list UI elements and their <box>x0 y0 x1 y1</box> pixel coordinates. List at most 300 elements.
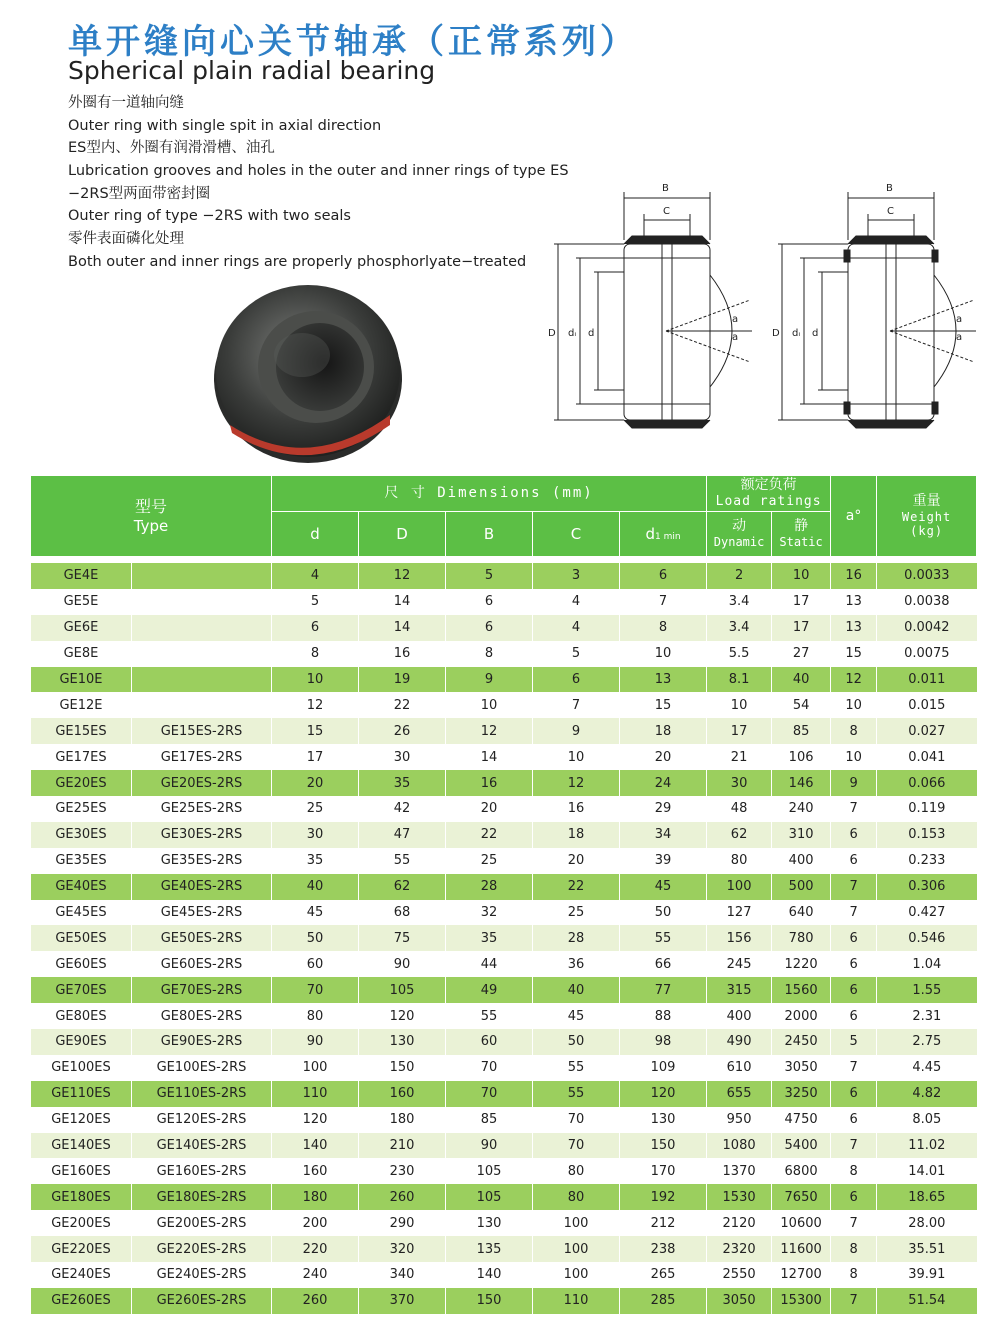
table-cell: 7 <box>831 1288 877 1314</box>
table-cell: 16 <box>831 563 877 589</box>
table-cell: 14.01 <box>877 1158 977 1184</box>
table-cell: 10600 <box>772 1210 831 1236</box>
table-cell: 62 <box>359 874 446 900</box>
table-cell: 70 <box>533 1107 620 1133</box>
diagram-label: C <box>663 206 670 217</box>
table-cell: 150 <box>359 1055 446 1081</box>
table-cell: GE220ES-2RS <box>132 1236 272 1262</box>
diagram-label: a <box>732 332 739 343</box>
table-cell: GE60ES <box>31 951 132 977</box>
table-cell: 12 <box>446 718 533 744</box>
table-cell: 150 <box>620 1133 707 1159</box>
table-cell: 156 <box>707 925 772 951</box>
table-cell: 400 <box>707 1003 772 1029</box>
diagram-label: B <box>662 183 669 194</box>
table-cell: 8.1 <box>707 667 772 693</box>
table-cell: 210 <box>359 1133 446 1159</box>
diagram-label: a <box>732 314 739 325</box>
table-cell: 6 <box>831 848 877 874</box>
table-row <box>31 744 977 770</box>
table-cell: 1.55 <box>877 977 977 1003</box>
table-cell: GE5E <box>31 589 132 615</box>
table-cell: 0.546 <box>877 925 977 951</box>
table-row <box>31 977 977 1003</box>
table-cell: 18 <box>533 822 620 848</box>
table-row <box>31 1107 977 1133</box>
table-cell: 2.75 <box>877 1029 977 1055</box>
table-cell: 17 <box>772 589 831 615</box>
table-cell: GE100ES <box>31 1055 132 1081</box>
table-cell: 80 <box>272 1003 359 1029</box>
table-cell: 45 <box>272 900 359 926</box>
table-cell: 28 <box>446 874 533 900</box>
diagram-label: dᵢ <box>792 328 801 339</box>
table-row <box>31 718 977 744</box>
table-cell: GE200ES <box>31 1210 132 1236</box>
table-cell: 12 <box>272 692 359 718</box>
table-cell: 19 <box>359 667 446 693</box>
table-cell: 8 <box>831 1262 877 1288</box>
table-cell: 315 <box>707 977 772 1003</box>
page-title-cn: 单开缝向心关节轴承（正常系列） <box>68 22 638 62</box>
header-dynamic: 动 Dynamic <box>707 512 772 557</box>
table-cell: 25 <box>446 848 533 874</box>
table-cell: 28.00 <box>877 1210 977 1236</box>
table-cell: GE220ES <box>31 1236 132 1262</box>
table-cell: 6 <box>831 822 877 848</box>
header-weight-unit: (kg) <box>910 524 944 539</box>
table-cell: 0.119 <box>877 796 977 822</box>
table-cell: 0.233 <box>877 848 977 874</box>
table-cell: 655 <box>707 1081 772 1107</box>
table-cell: GE15ES <box>31 718 132 744</box>
table-cell: 290 <box>359 1210 446 1236</box>
table-cell: GE80ES <box>31 1003 132 1029</box>
table-cell: 5 <box>831 1029 877 1055</box>
table-cell: 150 <box>446 1288 533 1314</box>
table-cell: 4 <box>533 589 620 615</box>
table-cell: 39.91 <box>877 1262 977 1288</box>
table-cell <box>132 641 272 667</box>
table-cell: GE6E <box>31 615 132 641</box>
table-cell: GE15ES-2RS <box>132 718 272 744</box>
table-cell: GE40ES <box>31 874 132 900</box>
table-cell: 77 <box>620 977 707 1003</box>
table-cell: 51.54 <box>877 1288 977 1314</box>
table-row <box>31 951 977 977</box>
table-row <box>31 796 977 822</box>
table-cell: 6 <box>831 925 877 951</box>
header-C: C <box>533 512 620 557</box>
table-cell: GE8E <box>31 641 132 667</box>
table-cell: 20 <box>533 848 620 874</box>
table-row <box>31 1184 977 1210</box>
header-load <box>707 476 831 512</box>
table-cell: 13 <box>831 615 877 641</box>
table-cell: 2 <box>707 563 772 589</box>
table-row <box>31 874 977 900</box>
table-cell: GE110ES-2RS <box>132 1081 272 1107</box>
table-cell: 0.015 <box>877 692 977 718</box>
table-cell: GE240ES-2RS <box>132 1262 272 1288</box>
table-cell: 6 <box>831 1003 877 1029</box>
table-row <box>31 822 977 848</box>
table-cell: 42 <box>359 796 446 822</box>
table-cell: 0.041 <box>877 744 977 770</box>
table-cell: 2.31 <box>877 1003 977 1029</box>
table-cell: 0.0033 <box>877 563 977 589</box>
table-cell: 260 <box>272 1288 359 1314</box>
table-cell: 14 <box>359 615 446 641</box>
table-cell: 45 <box>620 874 707 900</box>
header-B: B <box>446 512 533 557</box>
table-cell: 21 <box>707 744 772 770</box>
table-row <box>31 770 977 796</box>
table-cell: 16 <box>446 770 533 796</box>
table-cell: GE180ES-2RS <box>132 1184 272 1210</box>
diagram-label: a <box>956 332 963 343</box>
table-cell: 54 <box>772 692 831 718</box>
table-cell: 28 <box>533 925 620 951</box>
table-cell: 400 <box>772 848 831 874</box>
table-cell: 32 <box>446 900 533 926</box>
table-row <box>31 1133 977 1159</box>
table-cell: 12700 <box>772 1262 831 1288</box>
table-row <box>31 589 977 615</box>
header-weight <box>877 476 977 557</box>
table-cell: 26 <box>359 718 446 744</box>
diagram-label: D <box>548 328 556 339</box>
bearing-spec-table <box>30 475 977 1314</box>
table-row <box>31 900 977 926</box>
table-cell: 6 <box>446 589 533 615</box>
table-cell: 14 <box>359 589 446 615</box>
table-cell: GE17ES-2RS <box>132 744 272 770</box>
feature-line: Outer ring with single spit in axial direction <box>68 117 382 134</box>
table-cell: 8 <box>446 641 533 667</box>
table-cell: 50 <box>272 925 359 951</box>
table-cell: 5.5 <box>707 641 772 667</box>
table-cell: GE50ES <box>31 925 132 951</box>
table-cell: GE17ES <box>31 744 132 770</box>
header-weight-cn: 重量 <box>912 493 941 510</box>
table-cell: GE40ES-2RS <box>132 874 272 900</box>
table-cell: GE260ES <box>31 1288 132 1314</box>
table-row <box>31 667 977 693</box>
table-cell <box>132 692 272 718</box>
table-cell: GE60ES-2RS <box>132 951 272 977</box>
table-cell: 950 <box>707 1107 772 1133</box>
table-cell: 2320 <box>707 1236 772 1262</box>
bearing-diagram <box>540 180 980 435</box>
table-cell: 11600 <box>772 1236 831 1262</box>
feature-line: Outer ring of type −2RS with two seals <box>68 208 351 225</box>
table-cell: 200 <box>272 1210 359 1236</box>
table-row <box>31 1158 977 1184</box>
table-cell: 45 <box>533 1003 620 1029</box>
table-cell: 70 <box>533 1133 620 1159</box>
table-cell: 62 <box>707 822 772 848</box>
table-cell: 245 <box>707 951 772 977</box>
feature-line: ES型内、外圈有润滑滑槽、油孔 <box>68 140 275 157</box>
table-cell: 6 <box>831 951 877 977</box>
table-cell: 15 <box>831 641 877 667</box>
feature-line: Both outer and inner rings are properly phosphorlyate−treated <box>68 253 527 270</box>
table-cell: 105 <box>446 1184 533 1210</box>
diagram-label: dᵢ <box>568 328 577 339</box>
table-cell: 20 <box>272 770 359 796</box>
table-cell: 130 <box>446 1210 533 1236</box>
table-cell: 7 <box>620 589 707 615</box>
table-cell: 6800 <box>772 1158 831 1184</box>
table-cell: 100 <box>707 874 772 900</box>
table-cell: 238 <box>620 1236 707 1262</box>
table-cell: 60 <box>272 951 359 977</box>
table-row <box>31 1081 977 1107</box>
table-cell: 20 <box>446 796 533 822</box>
table-cell: 24 <box>620 770 707 796</box>
table-cell: 212 <box>620 1210 707 1236</box>
table-cell: 10 <box>272 667 359 693</box>
table-cell: 4750 <box>772 1107 831 1133</box>
table-cell: 265 <box>620 1262 707 1288</box>
table-cell: 35 <box>359 770 446 796</box>
table-cell: 180 <box>359 1107 446 1133</box>
table-cell: 310 <box>772 822 831 848</box>
table-cell: 68 <box>359 900 446 926</box>
table-cell: 100 <box>533 1236 620 1262</box>
table-cell: 105 <box>359 977 446 1003</box>
table-cell: 55 <box>533 1055 620 1081</box>
table-row <box>31 1003 977 1029</box>
table-cell: 10 <box>831 692 877 718</box>
table-cell: 5 <box>446 563 533 589</box>
table-cell: 0.066 <box>877 770 977 796</box>
table-cell: GE140ES <box>31 1133 132 1159</box>
table-cell: 10 <box>707 692 772 718</box>
table-cell: GE25ES <box>31 796 132 822</box>
table-cell: 6 <box>533 667 620 693</box>
table-cell: 110 <box>533 1288 620 1314</box>
table-cell: 6 <box>831 977 877 1003</box>
diagram-label: d <box>588 328 595 339</box>
table-cell: GE110ES <box>31 1081 132 1107</box>
table-cell: 490 <box>707 1029 772 1055</box>
table-row <box>31 1288 977 1314</box>
page-title-en: Spherical plain radial bearing <box>68 56 436 85</box>
feature-line: 零件表面磷化处理 <box>68 231 184 248</box>
table-cell: 7 <box>831 796 877 822</box>
table-cell: 10 <box>620 641 707 667</box>
table-cell: GE20ES-2RS <box>132 770 272 796</box>
table-cell: 5 <box>272 589 359 615</box>
table-cell: GE20ES <box>31 770 132 796</box>
diagram-label: B <box>886 183 893 194</box>
header-static: 静 Static <box>772 512 831 557</box>
table-cell: GE180ES <box>31 1184 132 1210</box>
table-cell: 25 <box>272 796 359 822</box>
table-cell: GE140ES-2RS <box>132 1133 272 1159</box>
table-cell: 85 <box>446 1107 533 1133</box>
table-cell <box>132 667 272 693</box>
table-cell: 4.45 <box>877 1055 977 1081</box>
bearing-photo <box>212 275 404 467</box>
table-cell: 66 <box>620 951 707 977</box>
table-cell: 135 <box>446 1236 533 1262</box>
table-cell: 15300 <box>772 1288 831 1314</box>
table-cell: 50 <box>533 1029 620 1055</box>
table-cell: 22 <box>533 874 620 900</box>
table-cell: GE80ES-2RS <box>132 1003 272 1029</box>
table-cell: 4.82 <box>877 1081 977 1107</box>
table-cell: 127 <box>707 900 772 926</box>
table-cell: 2450 <box>772 1029 831 1055</box>
table-cell: 9 <box>446 667 533 693</box>
table-cell: 109 <box>620 1055 707 1081</box>
table-cell: 1370 <box>707 1158 772 1184</box>
table-cell <box>132 589 272 615</box>
table-cell: 47 <box>359 822 446 848</box>
table-cell: 25 <box>533 900 620 926</box>
table-cell: 3.4 <box>707 615 772 641</box>
table-cell: 40 <box>772 667 831 693</box>
feature-list <box>68 92 608 274</box>
table-cell: 98 <box>620 1029 707 1055</box>
table-cell: 160 <box>272 1158 359 1184</box>
table-cell: 15 <box>620 692 707 718</box>
table-cell: 610 <box>707 1055 772 1081</box>
table-cell: 7 <box>831 1055 877 1081</box>
table-cell: 85 <box>772 718 831 744</box>
table-cell: GE10E <box>31 667 132 693</box>
table-cell: 90 <box>359 951 446 977</box>
feature-line: Lubrication grooves and holes in the outer and inner rings of type ES <box>68 163 569 180</box>
table-row <box>31 563 977 589</box>
table-cell: 49 <box>446 977 533 1003</box>
table-row <box>31 641 977 667</box>
table-cell: 110 <box>272 1081 359 1107</box>
table-cell: 120 <box>620 1081 707 1107</box>
table-cell: 140 <box>272 1133 359 1159</box>
table-cell: 13 <box>831 589 877 615</box>
table-cell: 50 <box>620 900 707 926</box>
table-cell: 75 <box>359 925 446 951</box>
table-cell: GE90ES-2RS <box>132 1029 272 1055</box>
table-cell: 0.027 <box>877 718 977 744</box>
table-cell: 180 <box>272 1184 359 1210</box>
table-cell: GE25ES-2RS <box>132 796 272 822</box>
table-cell: 285 <box>620 1288 707 1314</box>
table-cell: 40 <box>272 874 359 900</box>
table-cell: 6 <box>620 563 707 589</box>
table-cell: 55 <box>620 925 707 951</box>
table-cell: GE50ES-2RS <box>132 925 272 951</box>
table-cell: 1530 <box>707 1184 772 1210</box>
feature-line: 外圈有一道轴向缝 <box>68 95 184 111</box>
table-cell: 80 <box>533 1158 620 1184</box>
table-cell: 7 <box>831 1210 877 1236</box>
table-row <box>31 615 977 641</box>
table-cell: 6 <box>831 1081 877 1107</box>
table-cell: 17 <box>707 718 772 744</box>
table-cell: 8 <box>620 615 707 641</box>
header-dimensions: 尺 寸 Dimensions (mm) <box>272 476 707 512</box>
table-cell: 35 <box>272 848 359 874</box>
table-cell: 9 <box>533 718 620 744</box>
table-cell: 320 <box>359 1236 446 1262</box>
table-cell: 3250 <box>772 1081 831 1107</box>
table-cell: 13 <box>620 667 707 693</box>
table-cell: GE35ES <box>31 848 132 874</box>
table-cell: 1560 <box>772 977 831 1003</box>
table-cell: 40 <box>533 977 620 1003</box>
table-row <box>31 1236 977 1262</box>
table-cell: 3050 <box>772 1055 831 1081</box>
table-cell: 0.427 <box>877 900 977 926</box>
header-d: d <box>272 512 359 557</box>
table-cell: 1220 <box>772 951 831 977</box>
table-cell: 22 <box>359 692 446 718</box>
table-cell: 230 <box>359 1158 446 1184</box>
table-cell: 36 <box>533 951 620 977</box>
table-cell: 30 <box>272 822 359 848</box>
diagram-type-es <box>554 192 752 428</box>
table-cell: GE12E <box>31 692 132 718</box>
diagram-label: d <box>812 328 819 339</box>
table-cell: 105 <box>446 1158 533 1184</box>
table-cell: 8.05 <box>877 1107 977 1133</box>
table-cell: 160 <box>359 1081 446 1107</box>
table-cell: 15 <box>272 718 359 744</box>
table-cell: 240 <box>272 1262 359 1288</box>
table-cell: 30 <box>707 770 772 796</box>
table-cell: 90 <box>272 1029 359 1055</box>
table-cell: GE90ES <box>31 1029 132 1055</box>
header-weight-en: Weight <box>901 510 952 524</box>
table-cell: 10 <box>446 692 533 718</box>
table-cell: GE200ES-2RS <box>132 1210 272 1236</box>
table-cell: 55 <box>359 848 446 874</box>
table-cell: 17 <box>772 615 831 641</box>
feature-line: −2RS型两面带密封圈 <box>68 185 211 202</box>
table-cell: 7 <box>831 874 877 900</box>
table-cell: 500 <box>772 874 831 900</box>
table-cell: GE4E <box>31 563 132 589</box>
table-cell: 12 <box>359 563 446 589</box>
table-cell: 10 <box>533 744 620 770</box>
table-cell: 30 <box>359 744 446 770</box>
header-type-cn: 型号 <box>135 497 168 517</box>
table-cell <box>132 563 272 589</box>
table-cell: 8 <box>272 641 359 667</box>
table-cell: 1.04 <box>877 951 977 977</box>
table-cell: 35 <box>446 925 533 951</box>
diagram-label: D <box>772 328 780 339</box>
table-cell: 16 <box>533 796 620 822</box>
table-cell: 7 <box>533 692 620 718</box>
table-cell: 220 <box>272 1236 359 1262</box>
table-cell: 3.4 <box>707 589 772 615</box>
table-cell: 17 <box>272 744 359 770</box>
header-d1: d1 min <box>620 512 707 557</box>
table-row <box>31 1262 977 1288</box>
table-cell: 27 <box>772 641 831 667</box>
table-cell: 340 <box>359 1262 446 1288</box>
table-cell: GE160ES-2RS <box>132 1158 272 1184</box>
table-cell: 18.65 <box>877 1184 977 1210</box>
table-cell: GE260ES-2RS <box>132 1288 272 1314</box>
table-cell: GE240ES <box>31 1262 132 1288</box>
